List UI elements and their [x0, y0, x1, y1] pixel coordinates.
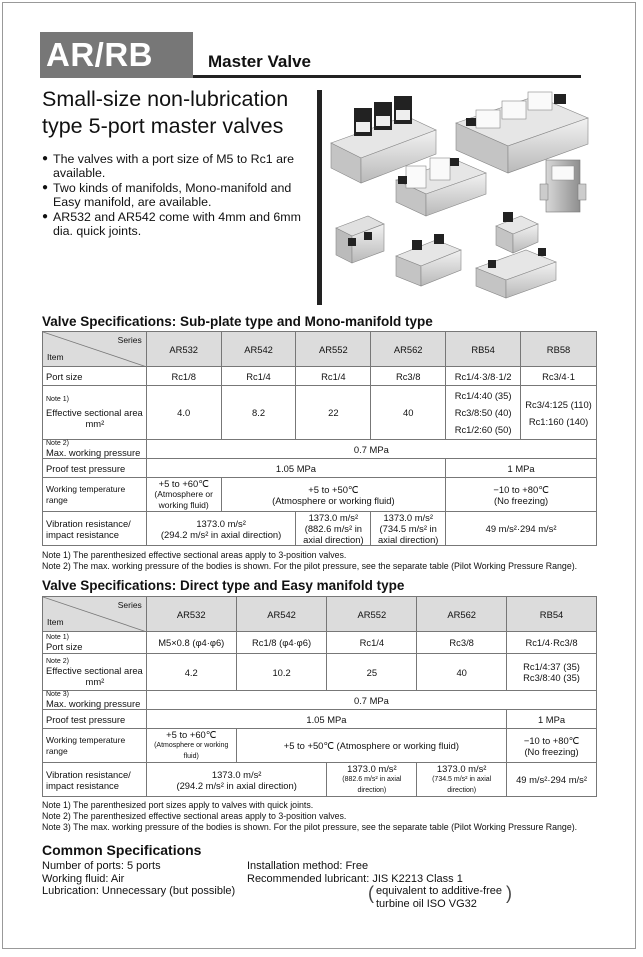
table-row: [43, 478, 597, 512]
table-cell: 49 m/s²·294 m/s²: [446, 512, 597, 546]
table-cell: 1.05 MPa: [146, 710, 506, 729]
table-cell: Rc3/8: [371, 367, 446, 386]
table-cell: [327, 763, 417, 797]
col-header: AR562: [417, 597, 507, 632]
table-cell: 4.2: [146, 654, 236, 691]
lubricant-equivalent: [376, 885, 502, 910]
spec-line: Recommended lubricant: JIS K2213 Class 1: [247, 872, 463, 885]
spec-line: Installation method: Free: [247, 860, 369, 872]
table-cell: 1.05 MPa: [146, 459, 445, 478]
table-cell: 40: [371, 386, 446, 440]
cell-line: (734.5 m/s² in axial direction): [377, 523, 439, 545]
table-row: [43, 440, 597, 459]
cell-line: (Atmosphere or working fluid): [154, 489, 213, 510]
table1-title: Valve Specifications: Sub-plate type and Mono-manifold type: [42, 314, 433, 329]
table-row: [43, 632, 597, 654]
note-line: Note 1) The parenthesized effective sectional areas apply to 3-position valves.: [42, 550, 347, 560]
table-cell: 10.2: [236, 654, 327, 691]
table-row: [43, 367, 597, 386]
valve-illustration-4: [540, 160, 586, 212]
note-line: Note 3) The max. working pressure of the bodies is shown. For the pilot pressure, see the separate table (Pilot Working Pressure Range).: [42, 822, 578, 832]
note-line: Note 2) The max. working pressure of the bodies is shown. For the pilot pressure, see the separate table (Pilot Working Pressure Range).: [42, 561, 578, 571]
series-label: Series: [117, 335, 142, 345]
cell-line: Rc3/8:40 (35): [523, 672, 580, 683]
feature-item: ● The valves with a port size of M5 to Rc1 are available.: [42, 152, 317, 180]
row-label-text: Port size: [46, 640, 83, 652]
valve-illustration-7: [496, 212, 538, 253]
row-label: Working temperature range: [43, 478, 147, 512]
item-label: Item: [47, 617, 64, 627]
table-row: [43, 729, 597, 763]
row-label: [43, 632, 147, 654]
series-logo: AR/RB: [40, 32, 193, 78]
title-divider: [193, 75, 581, 78]
table-cell: 0.7 MPa: [146, 691, 596, 710]
table-header-row: [43, 332, 597, 367]
row-label: Vibration resistance/ impact resistance: [43, 763, 147, 797]
col-header: AR552: [327, 597, 417, 632]
cell-line: 1373.0 m/s²: [383, 512, 433, 523]
table-row: [43, 691, 597, 710]
table-cell: 25: [327, 654, 417, 691]
unit-label: mm²: [85, 675, 105, 687]
col-header: AR532: [146, 597, 236, 632]
row-label-text: Effective sectional area: [46, 664, 143, 676]
row-label: [43, 654, 147, 691]
open-paren: (: [368, 883, 374, 903]
table-cell: [446, 478, 597, 512]
spec-line: Number of ports: 5 ports: [42, 860, 161, 872]
cell-line: (294.2 m/s² in axial direction): [160, 528, 282, 540]
table-header-row: [43, 597, 597, 632]
close-paren: ): [506, 883, 512, 903]
row-label-text: Max. working pressure: [46, 698, 141, 709]
row-label-text: Max. working pressure: [46, 447, 141, 458]
common-specs-left: [42, 860, 235, 898]
col-header: RB54: [446, 332, 521, 367]
table-cell: [146, 512, 296, 546]
table-cell: [146, 763, 327, 797]
table-cell: [446, 386, 521, 440]
page-title: Master Valve: [208, 52, 312, 71]
feature-item: ● Two kinds of manifolds, Mono-manifold and Easy manifold, are available.: [42, 181, 317, 209]
cell-line: 1373.0 m/s²: [436, 763, 487, 774]
col-header: RB54: [507, 597, 597, 632]
row-label: Working temperature range: [43, 729, 147, 763]
table-cell: [146, 729, 236, 763]
spec-line: Lubrication: Unnecessary (but possible): [42, 885, 236, 897]
table-cell: 40: [417, 654, 507, 691]
table-cell: Rc3/4·1: [521, 367, 597, 386]
row-label-text: Effective sectional area: [46, 407, 143, 418]
cell-line: 1373.0 m/s²: [347, 763, 397, 774]
table-cell: [521, 386, 597, 440]
table-cell: Rc3/8: [417, 632, 507, 654]
row-label: [43, 440, 147, 459]
table-cell: [146, 478, 221, 512]
table-cell: M5×0.8 (φ4·φ6): [146, 632, 236, 654]
row-label: [43, 691, 147, 710]
cell-line: Rc1/4:40 (35): [454, 390, 512, 401]
cell-line: (734.5 m/s² in axial direction): [432, 776, 492, 794]
unit-label: mm²: [85, 418, 105, 429]
table-row: [43, 459, 597, 478]
table-cell: [507, 729, 597, 763]
cell-line: (294.2 m/s² in axial direction): [176, 779, 297, 791]
spec-line: turbine oil ISO VG32: [376, 897, 477, 910]
col-header: RB58: [521, 332, 597, 367]
series-item-header: [43, 332, 147, 367]
note-marker: Note 1): [46, 633, 69, 641]
row-label: [43, 386, 147, 440]
common-specs-title: Common Specifications: [42, 842, 202, 858]
cell-line: 1373.0 m/s²: [211, 768, 262, 780]
spec-table-direct: [42, 596, 597, 797]
spec-table-subplate: [42, 331, 597, 546]
row-label: Vibration resistance/ impact resistance: [43, 512, 147, 546]
table-cell: Rc1/4·Rc3/8: [507, 632, 597, 654]
cell-line: 1373.0 m/s²: [196, 517, 246, 529]
cell-line: −10 to +80℃: [523, 734, 580, 746]
cell-line: +5 to +60℃: [166, 729, 217, 740]
vertical-divider: [317, 90, 322, 305]
cell-line: Rc3/8:50 (40): [454, 407, 512, 418]
cell-line: +5 to +50℃: [308, 483, 359, 495]
valve-illustration-5: [336, 216, 384, 263]
feature-list: [42, 152, 317, 239]
feature-item: ● AR532 and AR542 come with 4mm and 6mm dia. quick joints.: [42, 210, 317, 238]
cell-line: (No freezing): [493, 494, 549, 506]
table-row: [43, 512, 597, 546]
series-label: Series: [117, 600, 142, 610]
row-label: Proof test pressure: [43, 459, 147, 478]
cell-line: (882.6 m/s² in axial direction): [303, 523, 364, 545]
col-header: AR562: [371, 332, 446, 367]
table1-notes: [42, 550, 577, 572]
table-cell: Rc1/8: [146, 367, 221, 386]
table-cell: Rc1/4: [296, 367, 371, 386]
spec-line: Working fluid: Air: [42, 872, 125, 885]
table-cell: Rc1/8 (φ4·φ6): [236, 632, 327, 654]
note-marker: Note 2): [46, 657, 69, 665]
table-cell: 8.2: [221, 386, 296, 440]
cell-line: Rc1:160 (140): [528, 415, 589, 427]
table-cell: Rc1/4: [221, 367, 296, 386]
cell-line: (No freezing): [524, 745, 579, 757]
table-row: [43, 654, 597, 691]
note-marker: Note 1): [46, 396, 69, 403]
valve-illustration-6: [396, 234, 461, 286]
table-cell: +5 to +50℃ (Atmosphere or working fluid): [236, 729, 506, 763]
row-label: Proof test pressure: [43, 710, 147, 729]
table-cell: Rc1/4: [327, 632, 417, 654]
table-cell: 49 m/s²·294 m/s²: [507, 763, 597, 797]
table2-notes: [42, 800, 577, 833]
table-cell: [507, 654, 597, 691]
item-label: Item: [47, 352, 64, 362]
common-specs-right: [247, 860, 463, 885]
table-cell: Rc1/4·3/8·1/2: [446, 367, 521, 386]
table-cell: [371, 512, 446, 546]
table-row: [43, 763, 597, 797]
table-cell: 4.0: [146, 386, 221, 440]
cell-line: +5 to +60℃: [158, 478, 209, 489]
col-header: AR532: [146, 332, 221, 367]
table-cell: 1 MPa: [507, 710, 597, 729]
row-label: Port size: [43, 367, 147, 386]
col-header: AR542: [221, 332, 296, 367]
note-marker: Note 2): [46, 440, 69, 447]
cell-line: 1373.0 m/s²: [308, 512, 359, 523]
cell-line: (882.6 m/s² in axial direction): [342, 776, 402, 794]
table-cell: 22: [296, 386, 371, 440]
table-cell: [417, 763, 507, 797]
valve-illustration-8: [476, 248, 556, 298]
table2-title: Valve Specifications: Direct type and Easy manifold type: [42, 578, 405, 593]
cell-line: (Atmosphere or working fluid): [154, 742, 229, 760]
cell-line: (Atmosphere or working fluid): [272, 494, 395, 506]
table-cell: 1 MPa: [446, 459, 597, 478]
cell-line: Rc1/2:60 (50): [454, 424, 512, 435]
note-line: Note 2) The parenthesized effective sectional areas apply to 3-position valves.: [42, 811, 347, 821]
cell-line: Rc3/4:125 (110): [525, 398, 592, 410]
headline: Small-size non-lubrication type 5-port master valves: [42, 87, 289, 138]
cell-line: −10 to +80℃: [493, 483, 549, 495]
series-item-header: [43, 597, 147, 632]
col-header: AR552: [296, 332, 371, 367]
table-row: [43, 386, 597, 440]
note-line: Note 1) The parenthesized port sizes apply to valves with quick joints.: [42, 800, 314, 810]
manifold-illustration-3: [396, 158, 486, 216]
col-header: AR542: [236, 597, 327, 632]
table-row: [43, 710, 597, 729]
cell-line: Rc1/4:37 (35): [523, 661, 580, 672]
table-cell: 0.7 MPa: [146, 440, 596, 459]
table-cell: [296, 512, 371, 546]
table-cell: [221, 478, 445, 512]
note-marker: Note 3): [46, 691, 69, 698]
spec-line: equivalent to additive-free: [376, 885, 502, 897]
product-photo: [326, 88, 596, 303]
